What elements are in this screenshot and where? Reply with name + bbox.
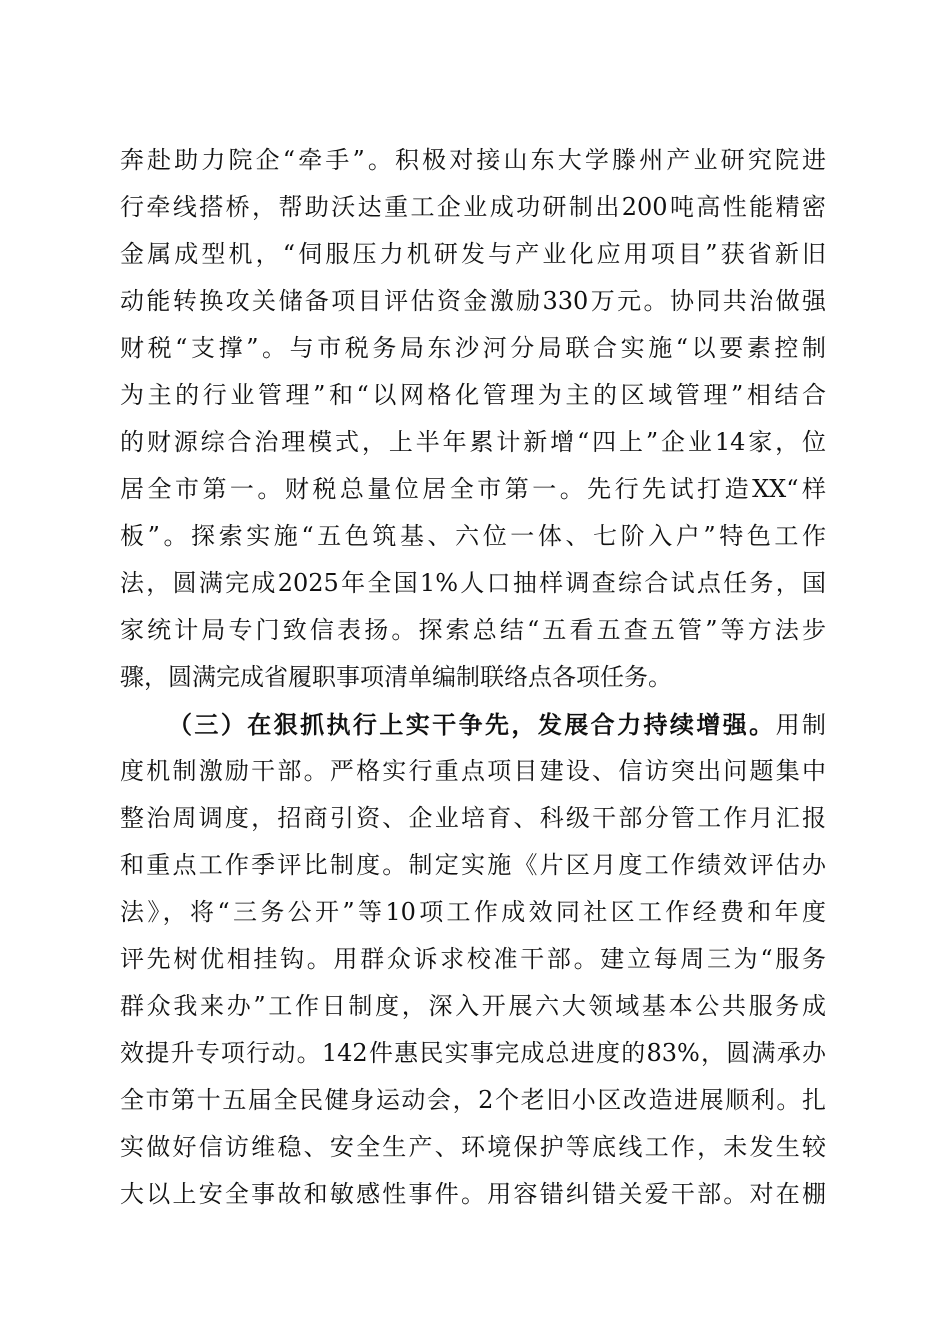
paragraph-2-line: 评先树优相挂钩。用群众诉求校准干部。建立每周三为“服务 xyxy=(120,945,826,973)
paragraph-2-line: 和重点工作季评比制度。制定实施《片区月度工作绩效评估办 xyxy=(120,851,826,879)
paragraph-1-line: 法，圆满完成2025年全国1%人口抽样调查综合试点任务，国 xyxy=(120,569,826,597)
paragraph-2-line: 全市第十五届全民健身运动会，2个老旧小区改造进展顺利。扎 xyxy=(120,1086,826,1114)
paragraph-2-line: 实做好信访维稳、安全生产、环境保护等底线工作，未发生较 xyxy=(120,1133,826,1161)
paragraph-1-line: 为主的行业管理”和“以网格化管理为主的区域管理”相结合 xyxy=(120,381,826,409)
paragraph-2-line: 群众我来办”工作日制度，深入开展六大领域基本公共服务成 xyxy=(120,992,826,1020)
paragraph-1-line: 财税“支撑”。与市税务局东沙河分局联合实施“以要素控制 xyxy=(120,334,826,362)
paragraph-1-line: 板”。探索实施“五色筑基、六位一体、七阶入户”特色工作 xyxy=(120,522,826,550)
paragraph-1-line: 骤，圆满完成省履职事项清单编制联络点各项任务。 xyxy=(120,663,672,691)
paragraph-2-line: 度机制激励干部。严格实行重点项目建设、信访突出问题集中 xyxy=(120,757,826,785)
paragraph-1-line: 家统计局专门致信表扬。探索总结“五看五查五管”等方法步 xyxy=(120,616,826,644)
paragraph-1-line: 行牵线搭桥，帮助沃达重工企业成功研制出200吨高性能精密 xyxy=(120,193,826,221)
paragraph-2-first-line xyxy=(120,701,826,748)
paragraph-1-line: 奔赴助力院企“牵手”。积极对接山东大学滕州产业研究院进 xyxy=(120,146,826,174)
paragraph-1-line: 动能转换攻关储备项目评估资金激励330万元。协同共治做强 xyxy=(120,287,826,315)
paragraph-1-line: 的财源综合治理模式，上半年累计新增“四上”企业14家，位 xyxy=(120,428,826,456)
paragraph-2-line: 整治周调度，招商引资、企业培育、科级干部分管工作月汇报 xyxy=(120,804,826,832)
body-text xyxy=(120,137,826,1218)
paragraph-2-line: 效提升专项行动。142件惠民实事完成总进度的83%，圆满承办 xyxy=(120,1039,826,1067)
paragraph-1-line: 居全市第一。财税总量位居全市第一。先行先试打造XX“样 xyxy=(120,475,826,503)
paragraph-1-line: 金属成型机，“伺服压力机研发与产业化应用项目”获省新旧 xyxy=(120,240,826,268)
paragraph-2-line: 大以上安全事故和敏感性事件。用容错纠错关爱干部。对在棚 xyxy=(120,1180,826,1208)
section-heading: （三）在狠抓执行上实干争先，发展合力持续增强。 xyxy=(168,710,776,739)
paragraph-2-line: 法》，将“三务公开”等10项工作成效同社区工作经费和年度 xyxy=(120,898,826,926)
paragraph-2-first-line-rest: 用制 xyxy=(775,711,827,739)
